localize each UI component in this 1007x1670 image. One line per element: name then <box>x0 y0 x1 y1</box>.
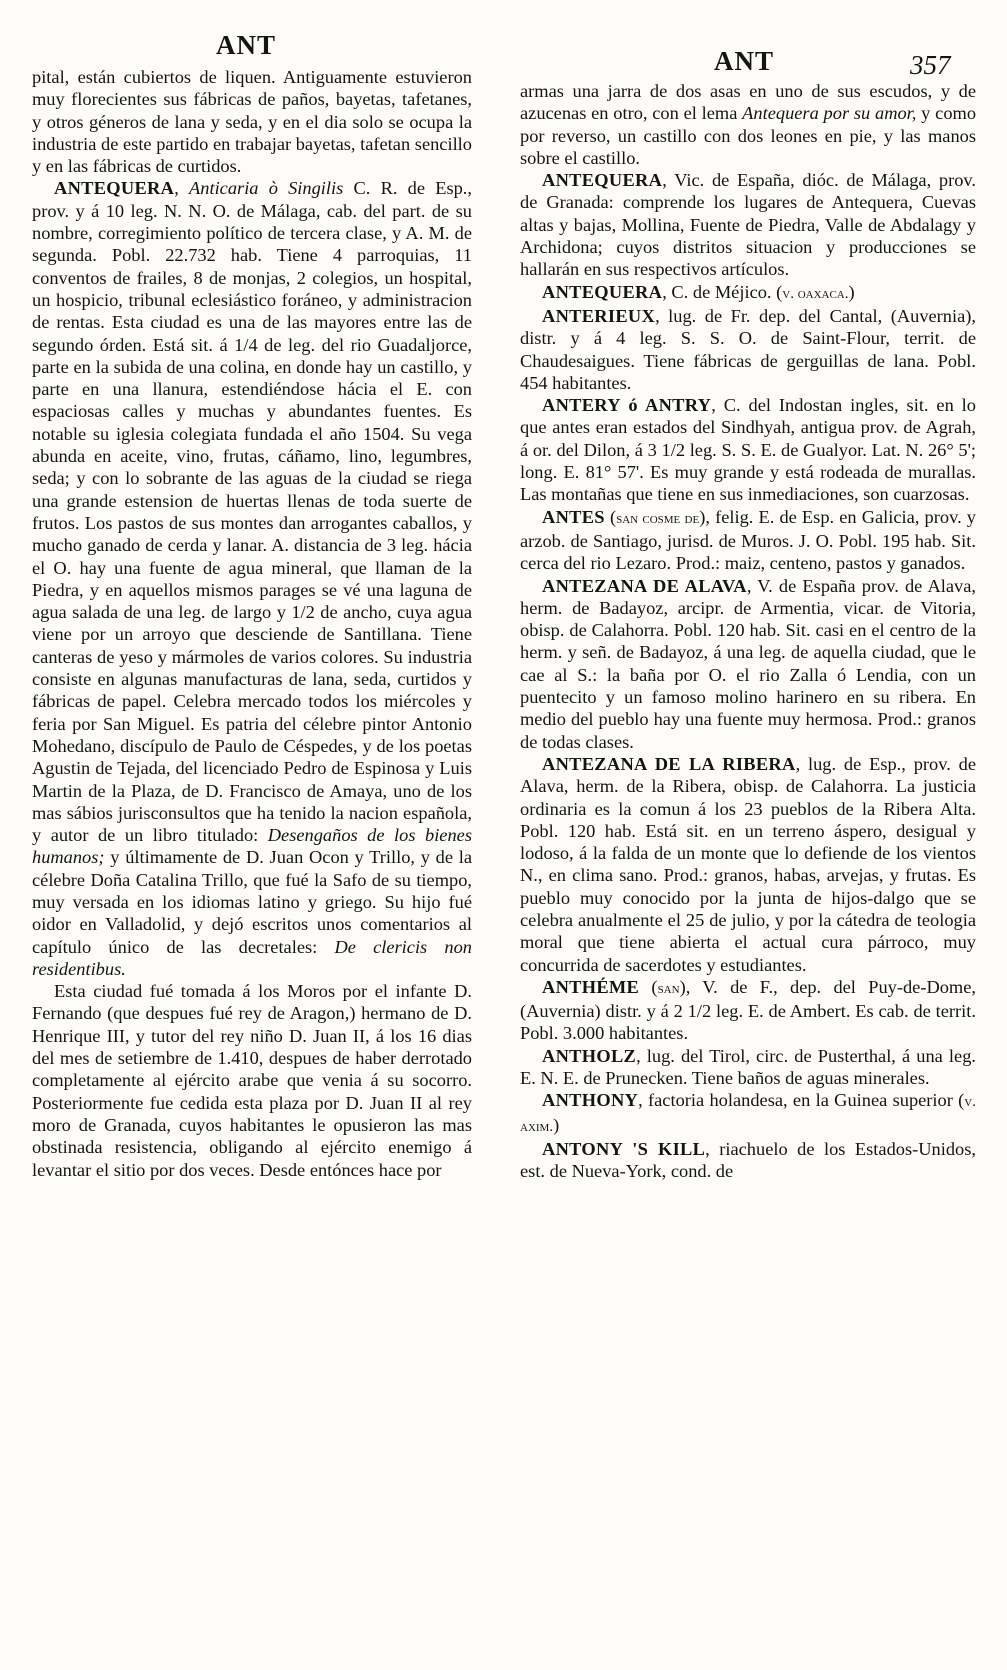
dictionary-entry <box>520 305 976 394</box>
entry-headword: ANTERIEUX <box>542 305 656 326</box>
entry-italic-title: De clericis non residentibus. <box>32 936 472 979</box>
entry-cross-reference: san <box>657 980 680 997</box>
entry-headword: ANTERY ó ANTRY <box>542 395 712 416</box>
entry-text: ( <box>604 506 617 527</box>
entry-motto: Antequera por su amor, <box>742 103 917 124</box>
entry-headword: ANTEQUERA <box>542 170 663 191</box>
entry-text: , V. de España prov. de Alava, herm. de Badayoz, arcipr. de Armentia, vicar. de Vitoria, obisp. de Calahorra. Pobl. 120 hab. Sit. casi en el centro de la herm. y señ. de Badayoz, á una leg. de aquella ciudad, que le cae al S.: la baña por O. el rio Zalla ó Lendia, con un puentecito y un famoso molino harinero en su ribera. En medio del pueblo hay una fuente muy hermosa. Prod.: granos de todas clases. <box>520 575 976 752</box>
entry-cross-reference: san cosme de <box>616 510 700 527</box>
entry-text: ), felig. E. de Esp. en Galicia, prov. y arzob. de Santiago, jurisd. de Muros. J. O. Pobl. 195 hab. Sit. cerca del rio Lezaro. Prod.: maiz, centeno, pastos y ganados. <box>520 506 976 574</box>
entry-text: armas una jarra de dos asas en uno de sus escudos, y de azucenas en otro, con el lema <box>520 81 976 124</box>
dictionary-entry <box>520 1138 976 1183</box>
entry-headword: ANTONY 'S KILL <box>542 1138 706 1159</box>
entry-text: , C. del Indostan ingles, sit. en lo que antes eran estados del Sindhyah, antigua prov. de Agrah, á or. del Dilon, á 3 1/2 leg. S. S. E. de Gualyor. Lat. N. 26° 5'; long. E. 81° 57'. Es muy grande y está rodeada de murallas. Las montañas que tiene en sus inmediaciones, son cuarzosas. <box>520 395 976 505</box>
page-header <box>0 30 1007 80</box>
entry-headword: ANTHOLZ <box>542 1045 637 1066</box>
continued-entry <box>520 80 976 169</box>
entry-text: y últimamente de D. Juan Ocon y Trillo, y de la célebre Doña Catalina Trillo, que fué la Safo de su tiempo, muy versada en los idiomas latino y griego. Su hijo fué oidor en Valladolid, y dejó escritos unos comentarios al capítulo único de las decretales: <box>32 847 472 957</box>
dictionary-entry <box>520 753 976 976</box>
entry-text: Esta ciudad fué tomada á los Moros por el infante D. Fernando (que despues fué rey de Aragon,) hermano de D. Henrique III, y tutor del rey niño D. Juan II, á los 16 dias del mes de setiembre de 1.410, despues de haber derrotado completamente al ejército arabe que venia á su socorro. Posteriormente fue cedida esta plaza por D. Juan II al rey moro de Granada, cuyos habitantes le opusieron las mas obstinada resistencia, obligando al ejército enemigo á levantar el sitio por dos veces. Desde entónces hace por <box>32 981 472 1180</box>
entry-text: ), V. de F., dep. del Puy-de-Dome, (Auvernia) distr. y á 2 1/2 leg. E. de Ambert. Es cab. de territ. Pobl. 3.000 habitantes. <box>520 976 976 1044</box>
entry-cross-reference: v. oaxaca. <box>782 285 849 302</box>
entry-text: , factoria holandesa, en la Guinea superior ( <box>638 1090 965 1111</box>
entry-headword: ANTHÉME <box>542 976 640 997</box>
dictionary-entry <box>32 980 472 1181</box>
dictionary-entry: ANTEQUERA, Anticaria ò Singilis C. R. de Esp., prov. y á 10 leg. N. N. O. de Málaga, cab. del part. de su nombre, corregimiento político de tercera clase, y A. M. de segunda. Pobl. 22.732 hab. Tiene 4 parroquias, 11 conventos de frailes, 8 de monjas, 2 colegios, un hospital, un hospicio, tribunal eclesiástico foráneo, y administracion de rentas. Esta ciudad es una de las mayores entre las de segundo órden. Está sit. á 1/4 de leg. del rio Guadaljorce, parte en la subida de una colina, en donde hay un castillo, y parte en una llanura, estendiéndose hácia el E. con espaciosas calles y muchas y abundantes fuentes. Es notable su iglesia colegiata fundada el año 1504. Su vega abunda en aceite, vino, frutas, cáñamo, lino, legumbres, seda; y con lo sobrante de las aguas de la ciudad se riega una grande estension de huertas llenas de toda suerte de frutos. Los pastos de sus montes dan arrogantes caballos, y mucho ganado de cerda y lanar. A. distancia de 3 leg. hácia el O. hay una fuente de agua mineral, que llaman de la Piedra, y en aquellos mismos parages se vé una laguna de agua salada de una leg. de largo y 1/2 de ancho, cuya agua viene por un arroyo que desciende de Santillana. Tiene canteras de yeso y mármoles de varios colores. Su industria consiste en algunas manufacturas de lana, seda, curtidos y fábricas de papel. Celebra mercado todos los miércoles y feria por San Miguel. Es patria del célebre pintor Antonio Mohedano, discípulo de Paulo de Céspedes, y de los poetas Agustin de Tejada, del licenciado Pedro de Espinosa y Luis Martin de la Plaza, de D. Francisco de Amaya, uno de los mas sábios jurisconsultos que ha tenido la nacion española, y autor de un libro titulado: Desengaños de los bienes humanos; y últimamente de D. Juan Ocon y Trillo, y de la célebre Doña Catalina Trillo, que fué la Safo de su tiempo, muy versada en los idiomas latino y griego. Su hijo fué oidor en Valladolid, y dejó escritos unos comentarios al capítulo único de las decretales: De clericis non residentibus. <box>32 178 472 979</box>
entry-text: , Vic. de España, dióc. de Málaga, prov. de Granada: comprende los lugares de Antequera, Cuevas altas y bajas, Mollina, Fuente de Piedra, Valle de Abdalagy y Archidona; cuyos distritos situacion y producciones se hallarán en sus respectivos artículos. <box>520 170 976 280</box>
entry-headword: ANTEZANA DE ALAVA <box>542 575 747 596</box>
entry-headword: ANTEQUERA <box>54 178 175 199</box>
dictionary-entry <box>520 575 976 753</box>
entry-text: , lug. de Fr. dep. del Cantal, (Auvernia), distr. y á 4 leg. S. S. O. de Saint-Flour, territ. de Chaudesaigues. Tiene fábricas de gerguillas de lana. Pobl. 454 habitantes. <box>520 305 976 393</box>
entry-text: , riachuelo de los Estados-Unidos, est. de Nueva-York, cond. de <box>520 1138 976 1182</box>
right-guide-word: ANT <box>714 46 775 76</box>
entry-text: ) <box>848 281 855 302</box>
dictionary-entry <box>520 1089 976 1138</box>
entry-italic-title: Desengaños de los bienes humanos; <box>32 825 472 868</box>
entry-text: , lug. de Esp., prov. de Alava, herm. de la Ribera, obisp. de Calahorra. La justicia ordinaria es la comun á los 23 pueblos de la Ribera Alta. Pobl. 120 hab. Está sit. en un terreno áspero, desigual y lodoso, á la falda de un monte que lo defiende de los vientos N., en clima sano. Prod.: granos, habas, arvejas, y frutas. Es pueblo muy conocido por la junta de hijos-dalgo que se celebra anualmente el 25 de julio, y por la cátedra de teologia moral que tiene abierta el actual cura párroco, muy concurrida de sacerdotes y estudiantes. <box>520 753 976 975</box>
entry-headword: ANTEZANA DE LA RIBERA <box>542 753 796 774</box>
entry-headword: ANTES <box>542 506 605 527</box>
page-number: 357 <box>910 50 951 80</box>
entry-text: pital, están cubiertos de liquen. Antiguamente estuvieron muy florecientes sus fábricas de paños, bayetas, tafetanes, y otros géneros de lana y seda, y en el dia solo se ocupa la industria de este partido en trabajar bayetas, tafetan sencillo y en las fábricas de curtidos. <box>32 67 472 177</box>
continued-entry <box>32 66 472 177</box>
right-column <box>520 80 976 1183</box>
left-column <box>32 66 472 1181</box>
dictionary-entry <box>520 976 976 1045</box>
left-guide-word: ANT <box>216 30 277 60</box>
dictionary-entry <box>520 169 976 280</box>
entry-cross-reference: v. axim. <box>520 1094 976 1135</box>
dictionary-entry <box>520 506 976 575</box>
dictionary-entry <box>520 394 976 505</box>
entry-text: ( <box>639 976 658 997</box>
entry-text: , lug. del Tirol, circ. de Pusterthal, á una leg. E. N. E. de Prunecken. Tiene baños de aguas minerales. <box>520 1045 976 1089</box>
entry-text: , C. de Méjico. ( <box>662 281 783 302</box>
entry-headword: ANTHONY <box>542 1090 639 1111</box>
dictionary-entry <box>520 281 976 305</box>
entry-latin-name: Anticaria ò Singilis <box>189 178 344 199</box>
entry-text: y como por reverso, un castillo con dos leones en pie, y las manos sobre el castillo. <box>520 103 977 168</box>
dictionary-entry <box>520 1045 976 1090</box>
entry-text: C. R. de Esp., prov. y á 10 leg. N. N. O. de Málaga, cab. del part. de su nombre, corregimiento político de tercera clase, y A. M. de segunda. Pobl. 22.732 hab. Tiene 4 parroquias, 11 conventos de frailes, 8 de monjas, 2 colegios, un hospital, un hospicio, tribunal eclesiástico foráneo, y administracion de rentas. Esta ciudad es una de las mayores entre las de segundo órden. Está sit. á 1/4 de leg. del rio Guadaljorce, parte en la subida de una colina, en donde hay un castillo, y parte en una llanura, estendiéndose hácia el E. con espaciosas calles y muchas y abundantes fuentes. Es notable su iglesia colegiata fundada el año 1504. Su vega abunda en aceite, vino, frutas, cáñamo, lino, legumbres, seda; y con lo sobrante de las aguas de la ciudad se riega una grande estension de huertas llenas de toda suerte de frutos. Los pastos de sus montes dan arrogantes caballos, y mucho ganado de cerda y lanar. A. distancia de 3 leg. hácia el O. hay una fuente de agua mineral, que llaman de la Piedra, y en aquellos mismos parages se vé una laguna de agua salada de una leg. de largo y 1/2 de ancho, cuya agua viene por un arroyo que desciende de Santillana. Tiene canteras de yeso y mármoles de varios colores. Su industria consiste en algunas manufacturas de lana, seda, curtidos y fábricas de papel. Celebra mercado todos los miércoles y feria por San Miguel. Es patria del célebre pintor Antonio Mohedano, discípulo de Paulo de Céspedes, y de los poetas Agustin de Tejada, del licenciado Pedro de Espinosa y Luis Martin de la Plaza, de D. Francisco de Amaya, uno de los mas sábios jurisconsultos que ha tenido la nacion española, y autor de un libro titulado: <box>32 178 472 846</box>
entry-headword: ANTEQUERA <box>542 281 663 302</box>
entry-text: ) <box>553 1114 560 1135</box>
